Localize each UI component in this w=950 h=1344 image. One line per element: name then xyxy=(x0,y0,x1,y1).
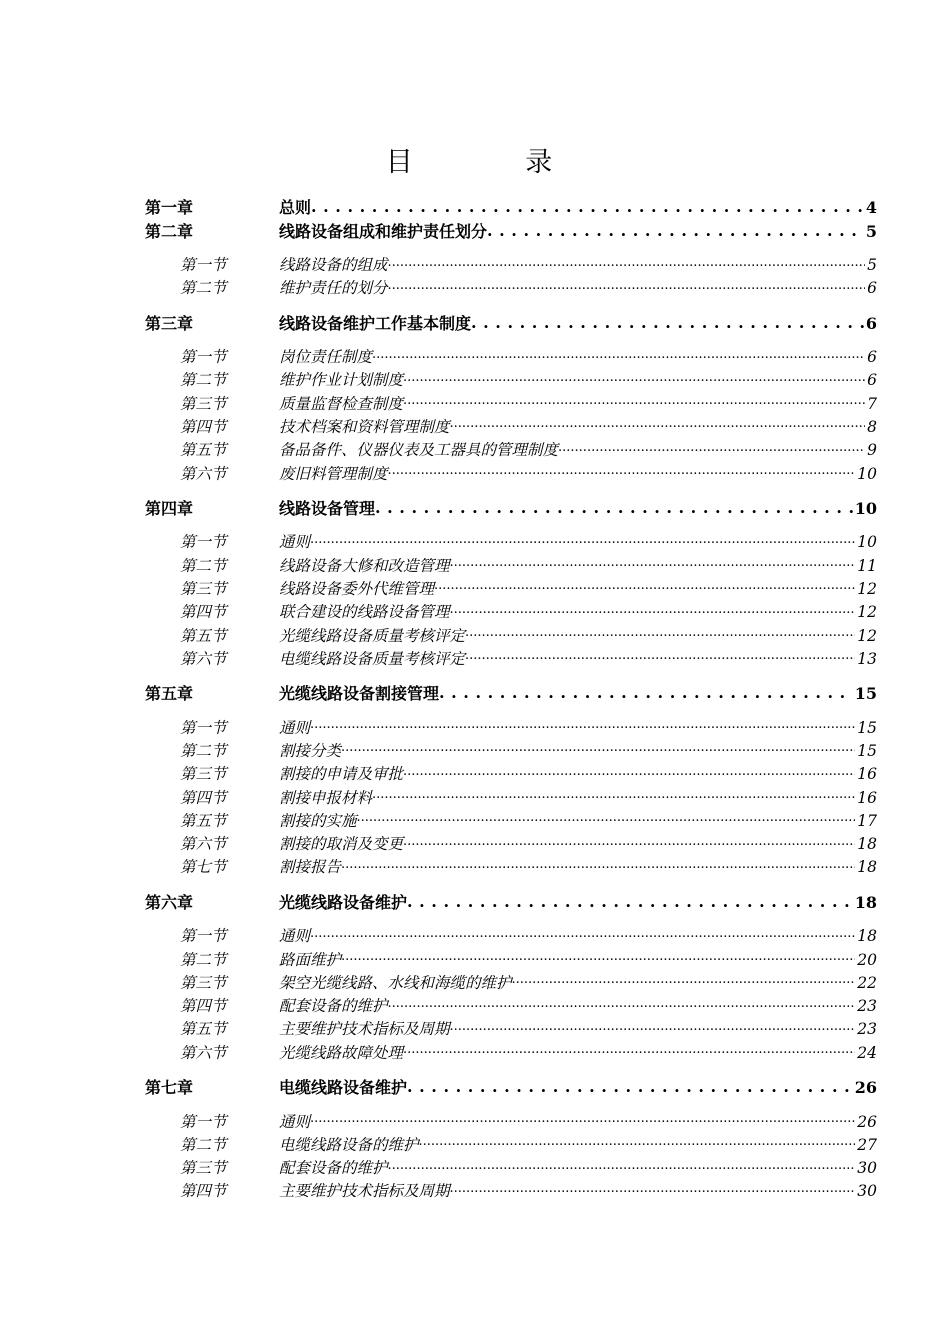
toc-entry-title: 线路设备大修和改造管理 xyxy=(279,556,450,575)
toc-page-number: 7 xyxy=(867,394,877,413)
toc-entry-number: 第一章 xyxy=(145,198,194,217)
toc-entry-title: 通则 xyxy=(279,1112,311,1131)
toc-page-number: 18 xyxy=(854,892,877,912)
toc-entry-title: 光缆线路设备质量考核评定 xyxy=(279,626,466,645)
toc-page-number: 9 xyxy=(867,441,877,460)
toc-entry-title: 线路设备管理 xyxy=(279,498,376,518)
toc-entry-number: 第六节 xyxy=(180,1043,227,1062)
toc-section-entry[interactable] xyxy=(145,971,877,994)
toc-entry-number: 第四节 xyxy=(180,788,227,807)
toc-entry-number: 第三节 xyxy=(180,394,227,413)
toc-entry-number: 第三节 xyxy=(180,579,227,598)
toc-dot-leader xyxy=(341,740,855,756)
toc-dot-leader xyxy=(388,463,856,479)
toc-page-number: 18 xyxy=(857,835,877,854)
toc-entry-number: 第二章 xyxy=(145,221,194,241)
toc-entry-title: 主要维护技术指标及周期 xyxy=(279,1182,450,1201)
toc-section-entry[interactable] xyxy=(145,832,877,855)
toc-entry-number: 第六节 xyxy=(180,464,227,483)
toc-section-entry[interactable] xyxy=(145,762,877,785)
toc-section-entry[interactable] xyxy=(145,716,877,739)
toc-entry-title: 割接的申请及审批 xyxy=(279,765,404,784)
toc-entry-number: 第七节 xyxy=(180,858,227,877)
toc-dot-leader xyxy=(465,648,855,664)
toc-entry-number: 第三章 xyxy=(145,313,194,333)
toc-section-entry[interactable] xyxy=(145,392,877,415)
toc-dot-leader xyxy=(434,578,855,594)
toc-entry-title: 通则 xyxy=(279,533,311,552)
toc-page-number: 8 xyxy=(867,417,877,436)
toc-section-entry[interactable] xyxy=(145,530,877,553)
toc-section-entry[interactable] xyxy=(145,855,877,878)
toc-entry-number: 第六章 xyxy=(145,892,194,912)
toc-dot-leader xyxy=(403,393,865,409)
toc-entry-number: 第五节 xyxy=(180,441,227,460)
toc-entry-number: 第三节 xyxy=(180,973,227,992)
toc-page-number: 24 xyxy=(857,1043,877,1062)
toc-dot-leader xyxy=(450,416,866,432)
toc-entry-title: 光缆线路故障处理 xyxy=(279,1043,404,1062)
toc-page-number: 6 xyxy=(867,371,877,390)
toc-entry-number: 第六节 xyxy=(180,649,227,668)
toc-page-number: 16 xyxy=(857,788,877,807)
toc-page-number: 16 xyxy=(857,765,877,784)
toc-dot-leader xyxy=(310,1111,855,1127)
page-title: 目 录 xyxy=(385,147,605,178)
toc-dot-leader xyxy=(311,197,864,213)
toc-section-entry[interactable] xyxy=(145,600,877,623)
toc-dot-leader xyxy=(388,996,856,1012)
toc-entry-title: 联合建设的线路设备管理 xyxy=(279,603,450,622)
toc-dot-leader xyxy=(471,313,864,329)
toc-entry-title: 总则 xyxy=(279,198,312,217)
toc-dot-leader xyxy=(512,972,856,988)
toc-page-number: 5 xyxy=(865,221,877,241)
toc-entry-number: 第一节 xyxy=(180,533,227,552)
toc-section-entry[interactable] xyxy=(145,415,877,438)
toc-section-entry[interactable] xyxy=(145,1017,877,1040)
table-of-contents xyxy=(145,195,877,1203)
toc-section-entry[interactable] xyxy=(145,1110,877,1133)
toc-entry-number: 第四节 xyxy=(180,997,227,1016)
toc-entry-title: 架空光缆线路、水线和海缆的维护 xyxy=(279,973,512,992)
toc-chapter-entry[interactable] xyxy=(145,195,877,219)
toc-entry-title: 割接的实施 xyxy=(279,811,357,830)
toc-page-number: 20 xyxy=(857,950,877,969)
toc-section-entry[interactable] xyxy=(145,739,877,762)
toc-page-number: 23 xyxy=(857,1020,877,1039)
toc-entry-number: 第一节 xyxy=(180,348,227,367)
toc-page-number: 15 xyxy=(857,718,877,737)
toc-section-entry[interactable] xyxy=(145,624,877,647)
toc-section-entry[interactable] xyxy=(145,345,877,368)
toc-entry-title: 电缆线路设备质量考核评定 xyxy=(279,649,466,668)
toc-chapter-entry[interactable] xyxy=(145,890,877,914)
toc-page-number: 12 xyxy=(857,626,877,645)
toc-dot-leader xyxy=(310,926,855,942)
toc-page-number: 15 xyxy=(854,684,877,704)
toc-dot-leader xyxy=(403,764,855,780)
toc-dot-leader xyxy=(465,625,855,641)
toc-dot-leader xyxy=(403,834,855,850)
toc-dot-leader xyxy=(341,857,855,873)
toc-entry-title: 维护责任的划分 xyxy=(279,279,388,298)
toc-page-number: 17 xyxy=(857,811,877,830)
toc-entry-title: 线路设备的组成 xyxy=(279,256,388,274)
toc-entry-number: 第四节 xyxy=(180,417,227,436)
toc-entry-title: 电缆线路设备维护 xyxy=(279,1078,408,1098)
toc-entry-number: 第一节 xyxy=(180,718,227,737)
toc-entry-title: 维护作业计划制度 xyxy=(279,371,404,390)
toc-page-number: 11 xyxy=(857,556,877,575)
toc-chapter-entry[interactable] xyxy=(145,311,877,335)
toc-entry-title: 岗位责任制度 xyxy=(279,348,373,367)
toc-page-number: 10 xyxy=(857,533,877,552)
toc-page-number: 18 xyxy=(857,927,877,946)
toc-entry-number: 第一节 xyxy=(180,256,227,274)
toc-chapter-entry[interactable] xyxy=(145,681,877,705)
toc-section-entry[interactable] xyxy=(145,1156,877,1179)
toc-dot-leader xyxy=(310,532,855,548)
toc-page-number: 26 xyxy=(854,1078,877,1098)
toc-page-number: 23 xyxy=(857,997,877,1016)
toc-page-number: 15 xyxy=(857,741,877,760)
toc-entry-title: 通则 xyxy=(279,927,311,946)
toc-entry-title: 光缆线路设备维护 xyxy=(279,892,408,912)
toc-dot-leader xyxy=(388,278,866,294)
toc-dot-leader xyxy=(341,949,855,965)
toc-dot-leader xyxy=(388,1158,856,1174)
toc-dot-leader xyxy=(450,1181,856,1197)
toc-section-entry[interactable] xyxy=(145,994,877,1017)
toc-entry-title: 路面维护 xyxy=(279,950,342,969)
toc-page-number: 6 xyxy=(867,348,877,367)
toc-entry-number: 第二节 xyxy=(180,279,227,298)
toc-page-number: 12 xyxy=(857,603,877,622)
toc-section-entry[interactable] xyxy=(145,1179,877,1202)
toc-section-entry[interactable] xyxy=(145,462,877,485)
toc-entry-title: 割接分类 xyxy=(279,741,342,760)
toc-section-entry[interactable] xyxy=(145,577,877,600)
toc-dot-leader xyxy=(372,787,855,803)
toc-entry-number: 第一节 xyxy=(180,1112,227,1131)
toc-section-entry[interactable] xyxy=(145,809,877,832)
toc-dot-leader xyxy=(372,347,865,363)
toc-page-number: 26 xyxy=(857,1112,877,1131)
toc-section-entry[interactable] xyxy=(145,924,877,947)
toc-chapter-entry[interactable] xyxy=(145,219,877,243)
toc-entry-number: 第五节 xyxy=(180,626,227,645)
toc-entry-number: 第三节 xyxy=(180,1159,227,1178)
toc-entry-title: 配套设备的维护 xyxy=(279,1159,388,1178)
toc-section-entry[interactable] xyxy=(145,276,877,299)
toc-page-number: 10 xyxy=(857,464,877,483)
toc-page-number: 18 xyxy=(857,858,877,877)
toc-entry-number: 第五节 xyxy=(180,811,227,830)
toc-entry-number: 第五节 xyxy=(180,1020,227,1039)
toc-page-number: 13 xyxy=(857,649,877,668)
toc-entry-title: 光缆线路设备割接管理 xyxy=(279,684,440,704)
toc-page-number: 4 xyxy=(865,198,877,217)
toc-page-number: 27 xyxy=(857,1135,877,1154)
toc-dot-leader xyxy=(310,717,855,733)
toc-entry-title: 备品备件、仪器仪表及工器具的管理制度 xyxy=(279,441,559,460)
toc-entry-title: 废旧料管理制度 xyxy=(279,464,388,483)
toc-entry-title: 质量监督检查制度 xyxy=(279,394,404,413)
toc-section-entry[interactable] xyxy=(145,948,877,971)
toc-entry-number: 第七章 xyxy=(145,1078,194,1098)
toc-section-entry[interactable] xyxy=(145,368,877,391)
toc-entry-title: 线路设备维护工作基本制度 xyxy=(279,313,472,333)
toc-dot-leader xyxy=(419,1134,856,1150)
toc-dot-leader xyxy=(407,1077,853,1093)
toc-entry-number: 第二节 xyxy=(180,741,227,760)
toc-chapter-entry[interactable] xyxy=(145,496,877,520)
toc-entry-number: 第一节 xyxy=(180,927,227,946)
toc-page-number: 30 xyxy=(857,1182,877,1201)
toc-dot-leader xyxy=(375,498,853,514)
toc-entry-number: 第二节 xyxy=(180,950,227,969)
toc-section-entry[interactable] xyxy=(145,1041,877,1064)
toc-page-number: 30 xyxy=(857,1159,877,1178)
toc-section-entry[interactable] xyxy=(145,438,877,461)
toc-section-entry[interactable] xyxy=(145,554,877,577)
toc-entry-number: 第四节 xyxy=(180,1182,227,1201)
toc-section-entry[interactable] xyxy=(145,1133,877,1156)
toc-entry-number: 第二节 xyxy=(180,556,227,575)
toc-section-entry[interactable] xyxy=(145,253,877,276)
toc-entry-title: 线路设备组成和维护责任划分 xyxy=(279,221,488,241)
toc-dot-leader xyxy=(558,440,865,456)
toc-entry-title: 电缆线路设备的维护 xyxy=(279,1135,419,1154)
toc-dot-leader xyxy=(407,892,853,908)
toc-dot-leader xyxy=(450,1019,856,1035)
toc-entry-number: 第三节 xyxy=(180,765,227,784)
toc-section-entry[interactable] xyxy=(145,647,877,670)
toc-entry-title: 主要维护技术指标及周期 xyxy=(279,1020,450,1039)
toc-page-number: 6 xyxy=(865,313,877,333)
toc-page-number: 6 xyxy=(867,279,877,298)
toc-page-number: 22 xyxy=(857,973,877,992)
toc-section-entry[interactable] xyxy=(145,786,877,809)
toc-entry-title: 线路设备委外代维管理 xyxy=(279,579,435,598)
toc-entry-number: 第二节 xyxy=(180,371,227,390)
toc-dot-leader xyxy=(450,555,856,571)
toc-dot-leader xyxy=(388,255,866,271)
toc-entry-title: 割接申报材料 xyxy=(279,788,373,807)
toc-dot-leader xyxy=(450,602,856,618)
toc-entry-number: 第五章 xyxy=(145,684,194,704)
toc-entry-title: 技术档案和资料管理制度 xyxy=(279,417,450,436)
toc-dot-leader xyxy=(487,221,864,237)
toc-dot-leader xyxy=(439,683,853,699)
toc-dot-leader xyxy=(403,1042,855,1058)
toc-entry-number: 第四章 xyxy=(145,498,194,518)
toc-dot-leader xyxy=(357,810,856,826)
toc-chapter-entry[interactable] xyxy=(145,1075,877,1099)
toc-dot-leader xyxy=(403,370,865,386)
toc-page-number: 5 xyxy=(867,256,877,274)
toc-entry-title: 割接的取消及变更 xyxy=(279,835,404,854)
toc-page-number: 12 xyxy=(857,579,877,598)
toc-page-number: 10 xyxy=(854,498,877,518)
toc-entry-number: 第六节 xyxy=(180,835,227,854)
toc-entry-title: 配套设备的维护 xyxy=(279,997,388,1016)
toc-entry-number: 第二节 xyxy=(180,1135,227,1154)
toc-entry-number: 第四节 xyxy=(180,603,227,622)
toc-entry-title: 割接报告 xyxy=(279,858,342,877)
toc-entry-title: 通则 xyxy=(279,718,311,737)
